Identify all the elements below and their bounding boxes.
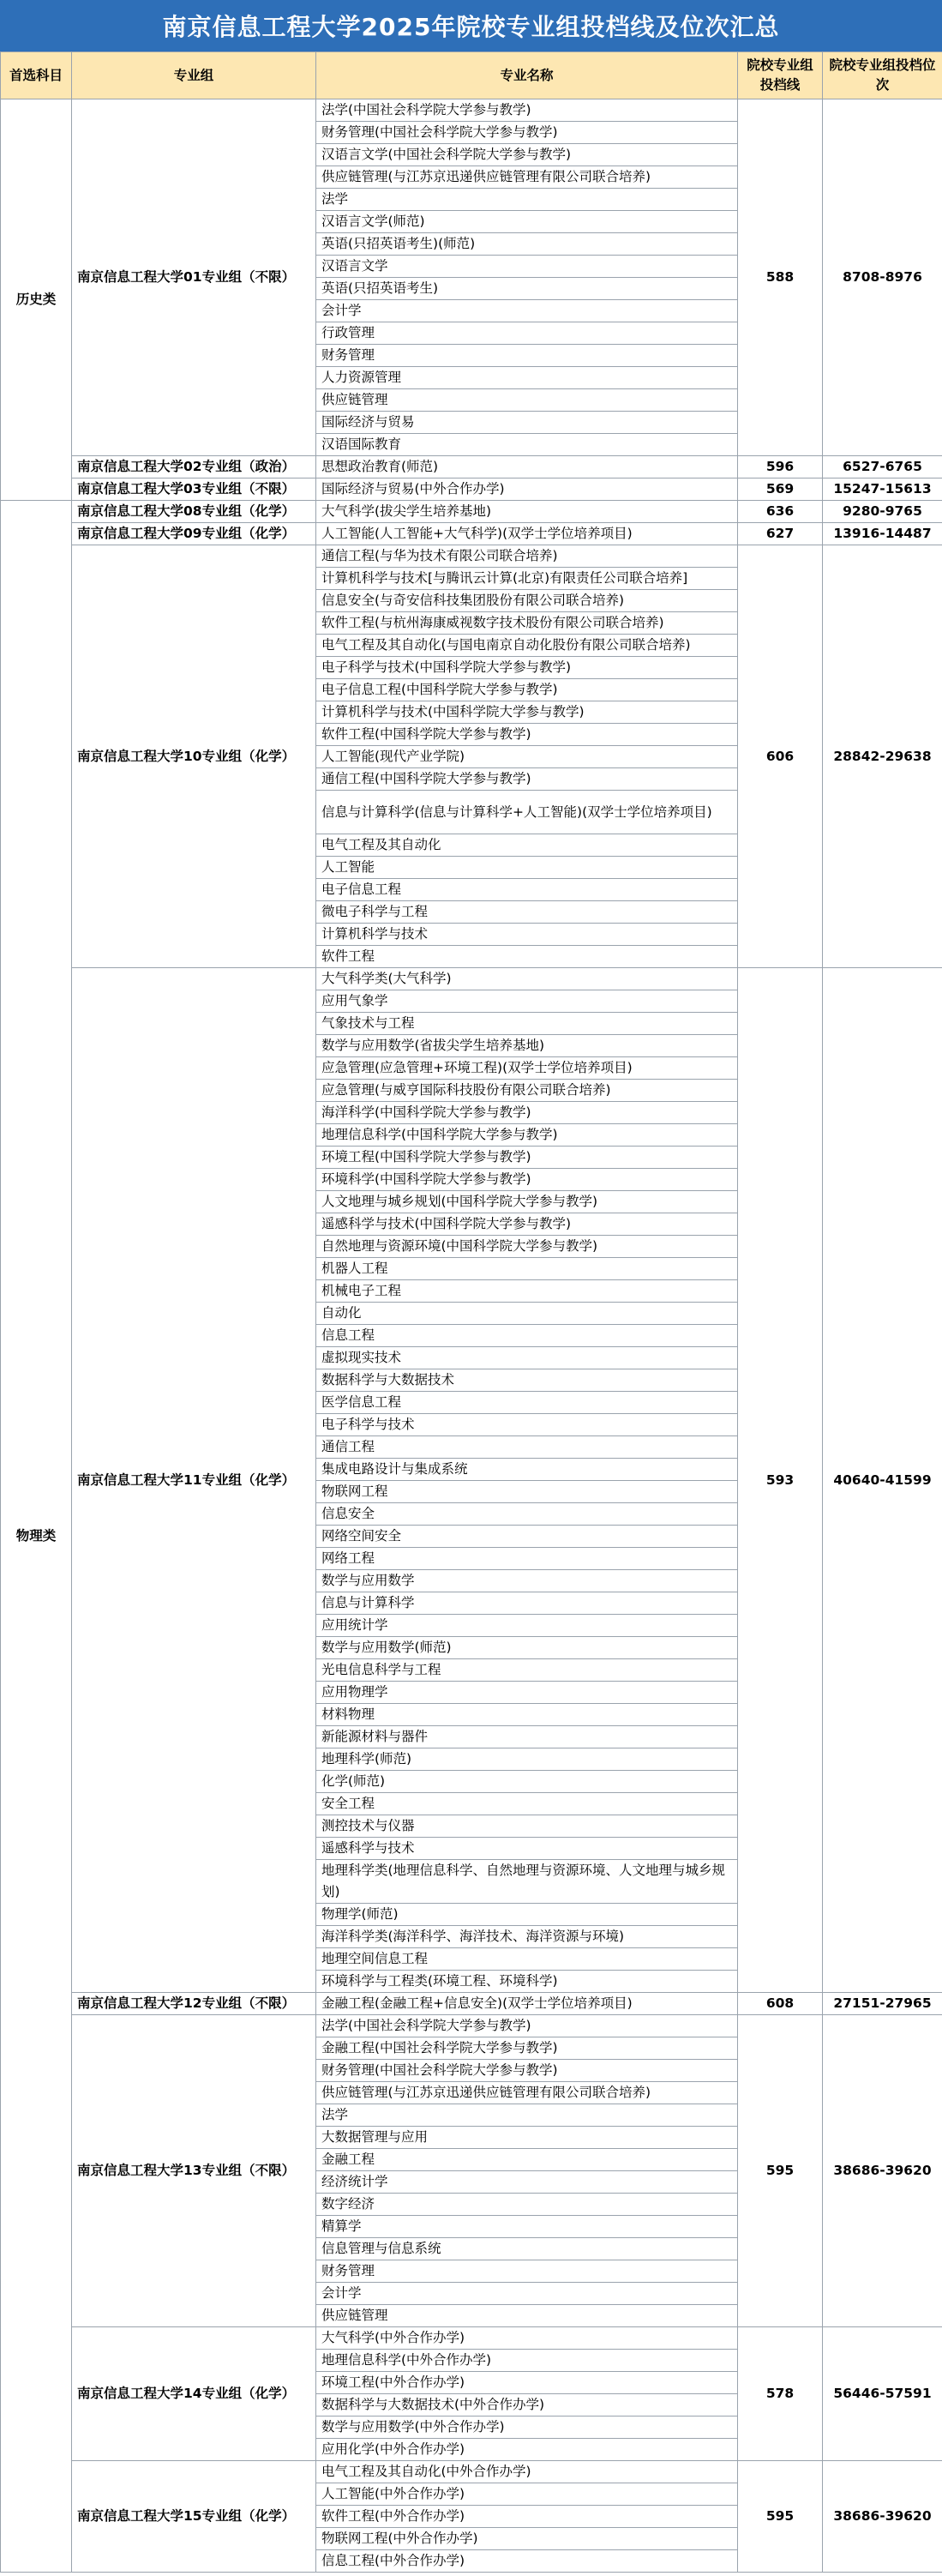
major-cell: 安全工程 xyxy=(316,1793,738,1815)
header-rank: 院校专业组投档位次 xyxy=(823,52,942,99)
page-title: 南京信息工程大学2025年院校专业组投档线及位次汇总 xyxy=(0,0,942,51)
major-cell: 应用物理学 xyxy=(316,1682,738,1704)
major-cell: 地理科学类(地理信息科学、自然地理与资源环境、人文地理与城乡规划) xyxy=(316,1860,738,1904)
score-cell: 636 xyxy=(738,501,823,523)
major-cell: 供应链管理(与江苏京迅递供应链管理有限公司联合培养) xyxy=(316,166,738,189)
major-cell: 通信工程(中国科学院大学参与教学) xyxy=(316,768,738,791)
major-cell: 网络空间安全 xyxy=(316,1526,738,1548)
major-cell: 地理科学(师范) xyxy=(316,1748,738,1771)
major-cell: 应用统计学 xyxy=(316,1615,738,1637)
rank-cell: 27151-27965 xyxy=(823,1993,942,2015)
major-cell: 集成电路设计与集成系统 xyxy=(316,1459,738,1481)
major-cell: 环境工程(中外合作办学) xyxy=(316,2372,738,2394)
major-cell: 供应链管理 xyxy=(316,2305,738,2327)
major-cell: 行政管理 xyxy=(316,322,738,345)
major-cell: 环境科学与工程类(环境工程、环境科学) xyxy=(316,1971,738,1993)
table-row xyxy=(1,478,942,501)
major-cell: 计算机科学与技术[与腾讯云计算(北京)有限责任公司联合培养] xyxy=(316,568,738,590)
major-cell: 应急管理(与威亨国际科技股份有限公司联合培养) xyxy=(316,1080,738,1102)
major-cell: 光电信息科学与工程 xyxy=(316,1659,738,1682)
major-cell: 软件工程(中外合作办学) xyxy=(316,2506,738,2528)
major-cell: 会计学 xyxy=(316,2283,738,2305)
rank-cell: 28842-29638 xyxy=(823,545,942,968)
major-cell: 物理学(师范) xyxy=(316,1904,738,1926)
major-cell: 通信工程 xyxy=(316,1436,738,1459)
major-cell: 数学与应用数学 xyxy=(316,1570,738,1592)
major-cell: 金融工程(金融工程+信息安全)(双学士学位培养项目) xyxy=(316,1993,738,2015)
major-cell: 地理信息科学(中外合作办学) xyxy=(316,2350,738,2372)
major-cell: 机械电子工程 xyxy=(316,1280,738,1303)
score-cell: 588 xyxy=(738,99,823,456)
major-cell: 供应链管理(与江苏京迅递供应链管理有限公司联合培养) xyxy=(316,2082,738,2104)
major-cell: 物联网工程 xyxy=(316,1481,738,1503)
major-cell: 海洋科学类(海洋科学、海洋技术、海洋资源与环境) xyxy=(316,1926,738,1948)
major-cell: 精算学 xyxy=(316,2216,738,2238)
major-cell: 应急管理(应急管理+环境工程)(双学士学位培养项目) xyxy=(316,1057,738,1080)
major-cell: 信息与计算科学(信息与计算科学+人工智能)(双学士学位培养项目) xyxy=(316,791,738,834)
rank-cell: 38686-39620 xyxy=(823,2015,942,2327)
major-cell: 经济统计学 xyxy=(316,2171,738,2194)
major-cell: 物联网工程(中外合作办学) xyxy=(316,2528,738,2550)
table-row xyxy=(1,1993,942,2015)
table-row xyxy=(1,968,942,990)
group-cell: 南京信息工程大学12专业组（不限） xyxy=(72,1993,316,2015)
score-cell: 595 xyxy=(738,2461,823,2573)
major-cell: 数学与应用数学(中外合作办学) xyxy=(316,2417,738,2439)
major-cell: 计算机科学与技术(中国科学院大学参与教学) xyxy=(316,701,738,724)
group-cell: 南京信息工程大学08专业组（化学） xyxy=(72,501,316,523)
major-cell: 英语(只招英语考生) xyxy=(316,278,738,300)
major-cell: 人工智能(中外合作办学) xyxy=(316,2483,738,2506)
major-cell: 信息与计算科学 xyxy=(316,1592,738,1615)
score-cell: 596 xyxy=(738,456,823,478)
major-cell: 化学(师范) xyxy=(316,1771,738,1793)
major-cell: 遥感科学与技术(中国科学院大学参与教学) xyxy=(316,1213,738,1236)
major-cell: 地理空间信息工程 xyxy=(316,1948,738,1971)
table-row xyxy=(1,456,942,478)
major-cell: 法学(中国社会科学院大学参与教学) xyxy=(316,2015,738,2037)
major-cell: 海洋科学(中国科学院大学参与教学) xyxy=(316,1102,738,1124)
rank-cell: 38686-39620 xyxy=(823,2461,942,2573)
major-cell: 大气科学(中外合作办学) xyxy=(316,2327,738,2350)
header-score: 院校专业组投档线 xyxy=(738,52,823,99)
major-cell: 信息安全(与奇安信科技集团股份有限公司联合培养) xyxy=(316,590,738,612)
major-cell: 自动化 xyxy=(316,1303,738,1325)
group-cell: 南京信息工程大学15专业组（化学） xyxy=(72,2461,316,2573)
major-cell: 数学与应用数学(师范) xyxy=(316,1637,738,1659)
major-cell: 人工智能 xyxy=(316,857,738,879)
table-row xyxy=(1,2461,942,2483)
major-cell: 信息安全 xyxy=(316,1503,738,1526)
admission-table xyxy=(0,51,942,2573)
group-cell: 南京信息工程大学01专业组（不限） xyxy=(72,99,316,456)
major-cell: 虚拟现实技术 xyxy=(316,1347,738,1369)
major-cell: 环境工程(中国科学院大学参与教学) xyxy=(316,1147,738,1169)
rank-cell: 6527-6765 xyxy=(823,456,942,478)
major-cell: 自然地理与资源环境(中国科学院大学参与教学) xyxy=(316,1236,738,1258)
group-cell: 南京信息工程大学02专业组（政治） xyxy=(72,456,316,478)
major-cell: 遥感科学与技术 xyxy=(316,1838,738,1860)
group-cell: 南京信息工程大学11专业组（化学） xyxy=(72,968,316,1993)
major-cell: 软件工程(中国科学院大学参与教学) xyxy=(316,724,738,746)
table-row xyxy=(1,2327,942,2350)
major-cell: 金融工程 xyxy=(316,2149,738,2171)
major-cell: 材料物理 xyxy=(316,1704,738,1726)
major-cell: 数据科学与大数据技术 xyxy=(316,1369,738,1392)
header-subject: 首选科目 xyxy=(1,52,72,99)
table-body xyxy=(1,99,942,2573)
major-cell: 电子信息工程(中国科学院大学参与教学) xyxy=(316,679,738,701)
major-cell: 财务管理(中国社会科学院大学参与教学) xyxy=(316,2060,738,2082)
major-cell: 国际经济与贸易(中外合作办学) xyxy=(316,478,738,501)
major-cell: 电子科学与技术 xyxy=(316,1414,738,1436)
rank-cell: 56446-57591 xyxy=(823,2327,942,2461)
rank-cell: 15247-15613 xyxy=(823,478,942,501)
major-cell: 计算机科学与技术 xyxy=(316,924,738,946)
group-cell: 南京信息工程大学03专业组（不限） xyxy=(72,478,316,501)
major-cell: 测控技术与仪器 xyxy=(316,1815,738,1838)
subject-cell: 物理类 xyxy=(1,501,72,2573)
major-cell: 电子信息工程 xyxy=(316,879,738,901)
group-cell: 南京信息工程大学14专业组（化学） xyxy=(72,2327,316,2461)
table-row xyxy=(1,99,942,122)
rank-cell: 9280-9765 xyxy=(823,501,942,523)
table-row xyxy=(1,2015,942,2037)
major-cell: 大气科学(拔尖学生培养基地) xyxy=(316,501,738,523)
major-cell: 微电子科学与工程 xyxy=(316,901,738,924)
major-cell: 汉语国际教育 xyxy=(316,434,738,456)
major-cell: 财务管理(中国社会科学院大学参与教学) xyxy=(316,122,738,144)
score-cell: 595 xyxy=(738,2015,823,2327)
major-cell: 国际经济与贸易 xyxy=(316,412,738,434)
table-row xyxy=(1,545,942,568)
major-cell: 财务管理 xyxy=(316,2260,738,2283)
major-cell: 通信工程(与华为技术有限公司联合培养) xyxy=(316,545,738,568)
score-cell: 578 xyxy=(738,2327,823,2461)
major-cell: 人文地理与城乡规划(中国科学院大学参与教学) xyxy=(316,1191,738,1213)
major-cell: 法学 xyxy=(316,189,738,211)
major-cell: 思想政治教育(师范) xyxy=(316,456,738,478)
major-cell: 电气工程及其自动化(中外合作办学) xyxy=(316,2461,738,2483)
header-row xyxy=(1,52,942,99)
major-cell: 电气工程及其自动化 xyxy=(316,834,738,857)
major-cell: 信息工程(中外合作办学) xyxy=(316,2550,738,2573)
rank-cell: 40640-41599 xyxy=(823,968,942,1993)
score-cell: 608 xyxy=(738,1993,823,2015)
major-cell: 汉语言文学 xyxy=(316,256,738,278)
major-cell: 汉语言文学(师范) xyxy=(316,211,738,233)
score-cell: 627 xyxy=(738,523,823,545)
major-cell: 数字经济 xyxy=(316,2194,738,2216)
major-cell: 人工智能(人工智能+大气科学)(双学士学位培养项目) xyxy=(316,523,738,545)
major-cell: 英语(只招英语考生)(师范) xyxy=(316,233,738,256)
major-cell: 大数据管理与应用 xyxy=(316,2127,738,2149)
score-cell: 606 xyxy=(738,545,823,968)
header-group: 专业组 xyxy=(72,52,316,99)
major-cell: 人力资源管理 xyxy=(316,367,738,389)
major-cell: 网络工程 xyxy=(316,1548,738,1570)
major-cell: 地理信息科学(中国科学院大学参与教学) xyxy=(316,1124,738,1147)
major-cell: 医学信息工程 xyxy=(316,1392,738,1414)
major-cell: 人工智能(现代产业学院) xyxy=(316,746,738,768)
major-cell: 电气工程及其自动化(与国电南京自动化股份有限公司联合培养) xyxy=(316,635,738,657)
major-cell: 环境科学(中国科学院大学参与教学) xyxy=(316,1169,738,1191)
major-cell: 会计学 xyxy=(316,300,738,322)
major-cell: 法学 xyxy=(316,2104,738,2127)
rank-cell: 8708-8976 xyxy=(823,99,942,456)
major-cell: 汉语言文学(中国社会科学院大学参与教学) xyxy=(316,144,738,166)
score-cell: 569 xyxy=(738,478,823,501)
score-cell: 593 xyxy=(738,968,823,1993)
major-cell: 软件工程 xyxy=(316,946,738,968)
table-row xyxy=(1,501,942,523)
major-cell: 数据科学与大数据技术(中外合作办学) xyxy=(316,2394,738,2417)
major-cell: 大气科学类(大气科学) xyxy=(316,968,738,990)
major-cell: 法学(中国社会科学院大学参与教学) xyxy=(316,99,738,122)
major-cell: 信息工程 xyxy=(316,1325,738,1347)
major-cell: 数学与应用数学(省拔尖学生培养基地) xyxy=(316,1035,738,1057)
major-cell: 信息管理与信息系统 xyxy=(316,2238,738,2260)
major-cell: 新能源材料与器件 xyxy=(316,1726,738,1748)
group-cell: 南京信息工程大学13专业组（不限） xyxy=(72,2015,316,2327)
group-cell: 南京信息工程大学10专业组（化学） xyxy=(72,545,316,968)
major-cell: 应用化学(中外合作办学) xyxy=(316,2439,738,2461)
header-major: 专业名称 xyxy=(316,52,738,99)
major-cell: 财务管理 xyxy=(316,345,738,367)
major-cell: 机器人工程 xyxy=(316,1258,738,1280)
major-cell: 金融工程(中国社会科学院大学参与教学) xyxy=(316,2037,738,2060)
major-cell: 电子科学与技术(中国科学院大学参与教学) xyxy=(316,657,738,679)
major-cell: 应用气象学 xyxy=(316,990,738,1013)
group-cell: 南京信息工程大学09专业组（化学） xyxy=(72,523,316,545)
major-cell: 供应链管理 xyxy=(316,389,738,412)
rank-cell: 13916-14487 xyxy=(823,523,942,545)
table-row xyxy=(1,523,942,545)
subject-cell: 历史类 xyxy=(1,99,72,501)
major-cell: 气象技术与工程 xyxy=(316,1013,738,1035)
major-cell: 软件工程(与杭州海康威视数字技术股份有限公司联合培养) xyxy=(316,612,738,635)
